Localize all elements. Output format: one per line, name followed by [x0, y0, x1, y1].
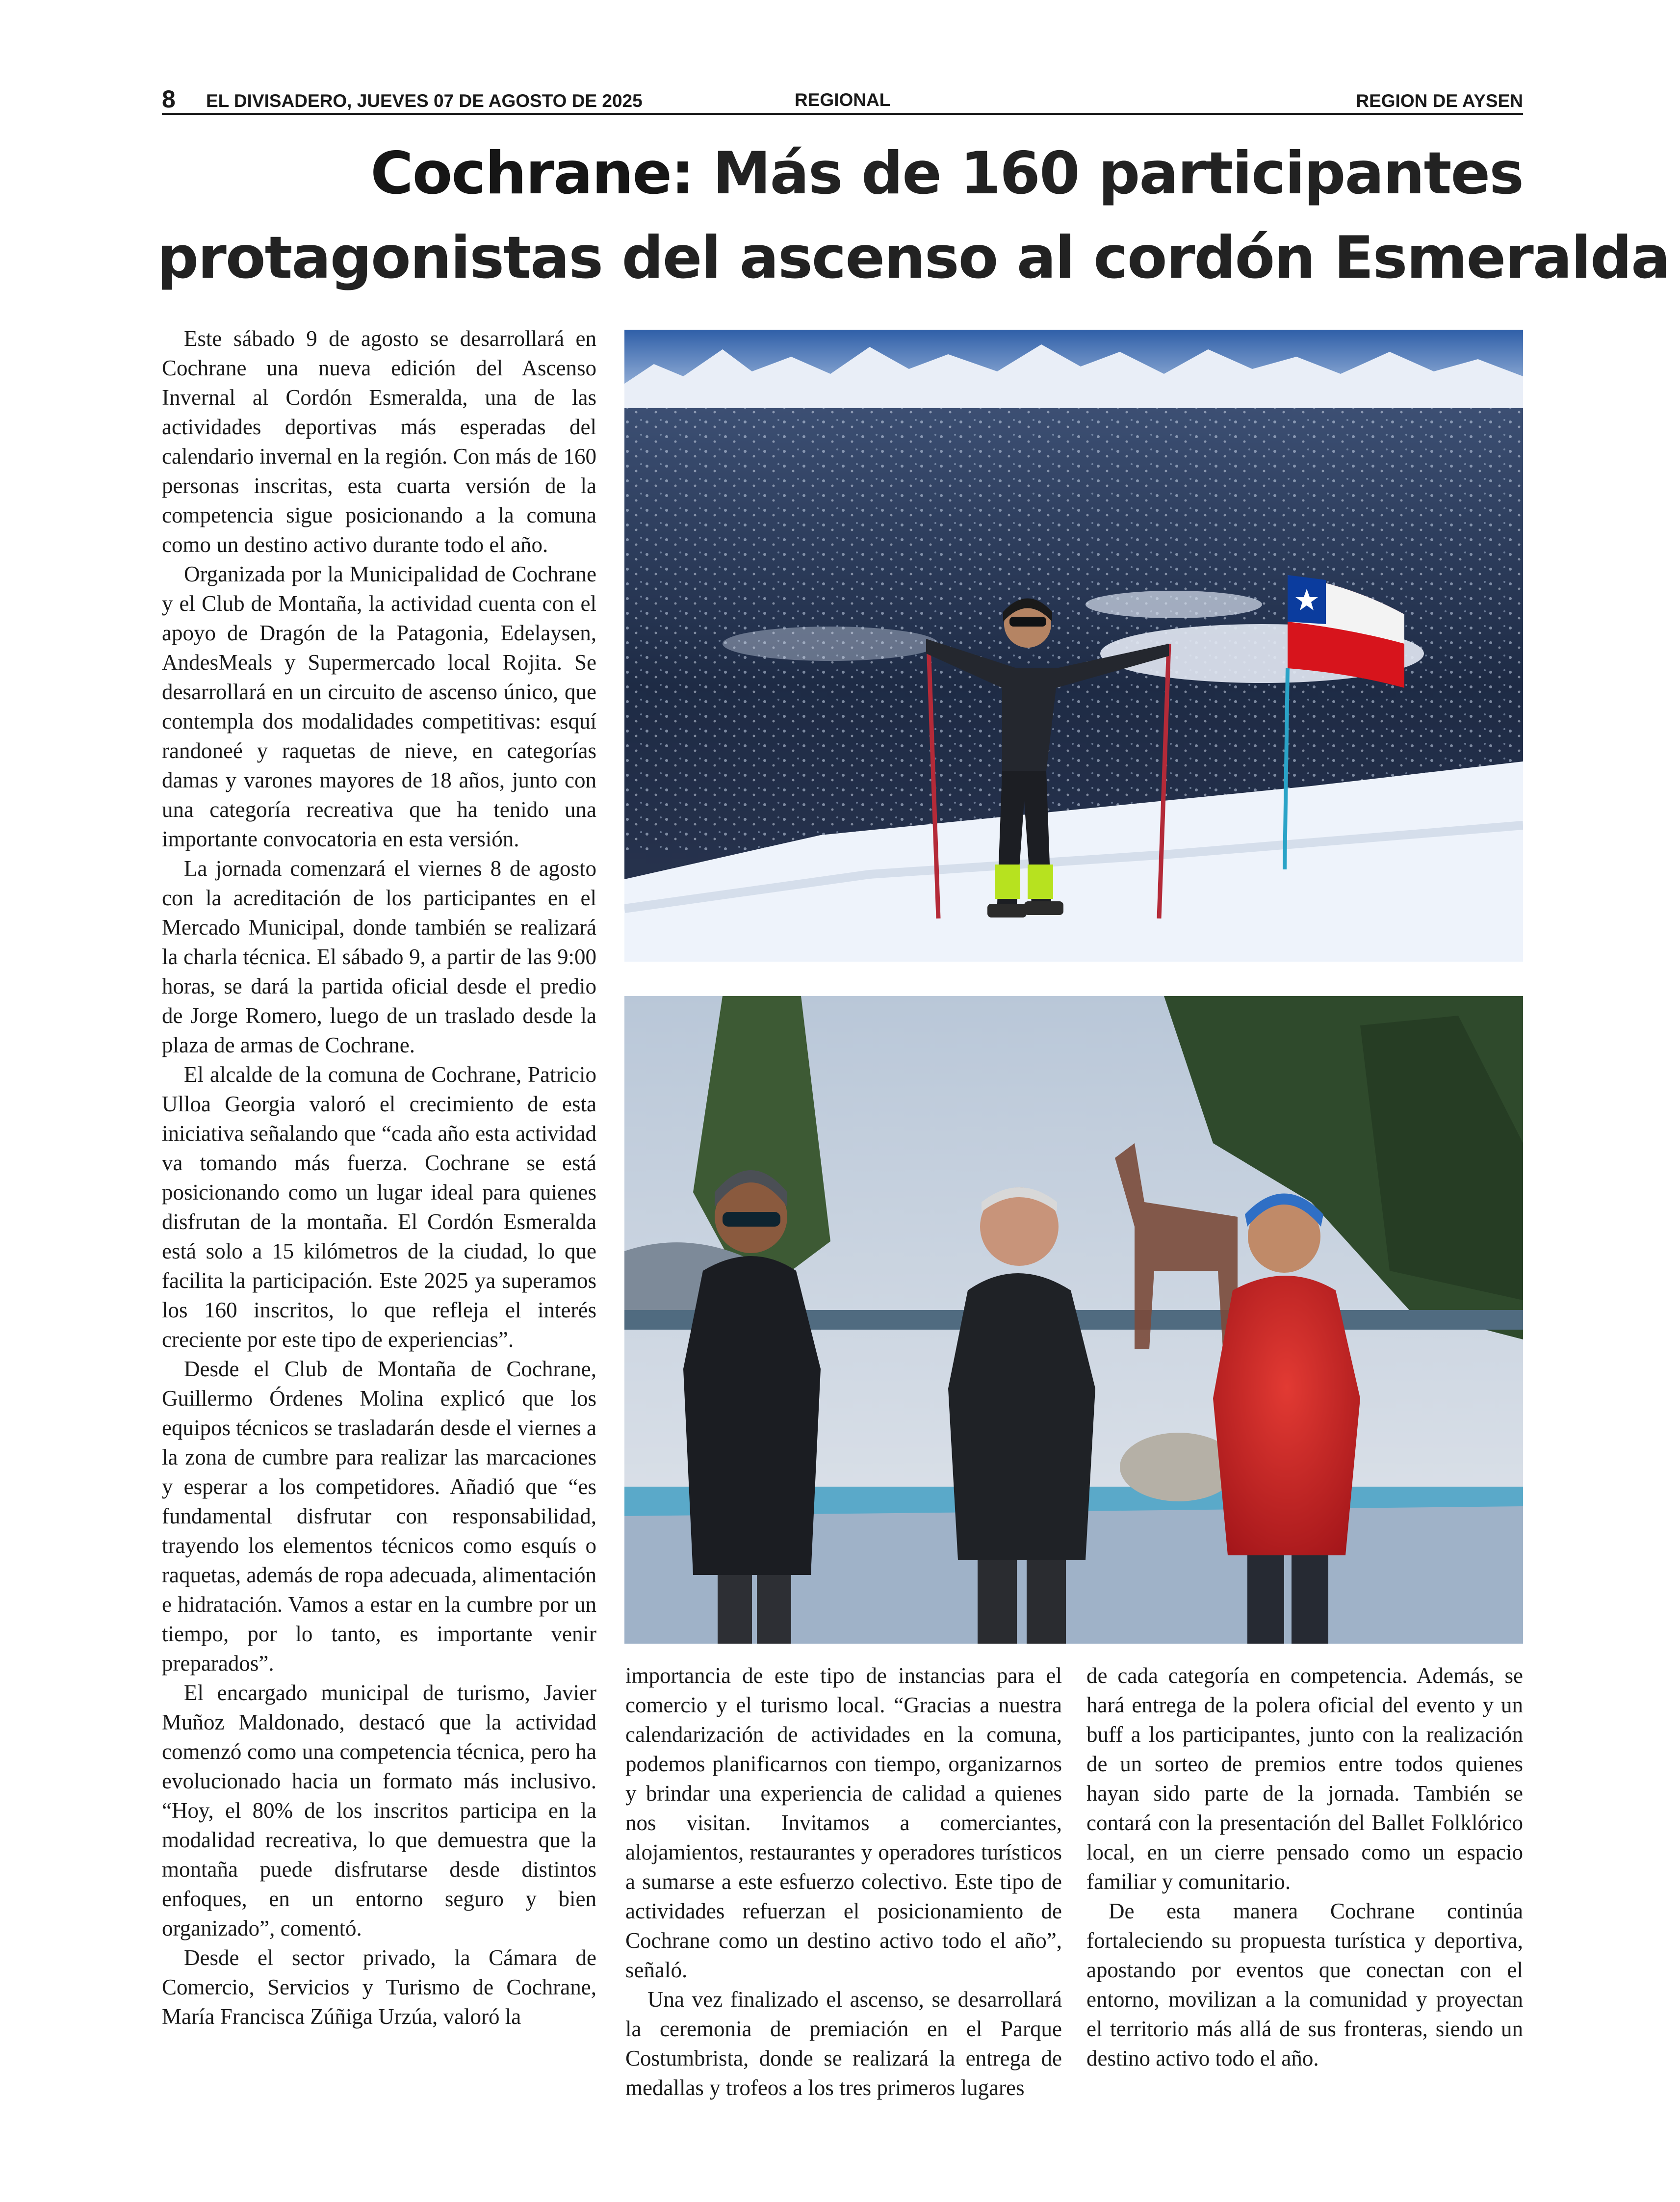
- article-headline: [157, 131, 1670, 300]
- paragraph: El alcalde de la comuna de Cochrane, Patricio Ulloa Georgia valoró el crecimiento de esta iniciativa señalando que “cada año esta actividad va tomando más fuerza. Cochrane se está posicionando como un lugar ideal para quienes disfrutan de la montaña. El Cordón Esmeralda está solo a 15 kilómetros de la ciudad, lo que facilita la participación. Este 2025 ya superamos los 160 inscritos, lo que refleja el interés creciente por este tipo de experiencias”.: [162, 1062, 596, 1352]
- photo-organizers: [624, 996, 1523, 1644]
- paragraph: Organizada por la Municipalidad de Cochrane y el Club de Montaña, la actividad cuenta con el apoyo de Dragón de la Patagonia, Edelaysen, AndesMeals y Supermercado local Rojita. Se desarrollará en un circuito de ascenso único, que contempla dos modalidades competitivas: esquí randoneé y raquetas de nieve, en categorías damas y varones mayores de 18 años, junto con una categoría recreativa que ha tenido una importante convocatoria en esta versión.: [162, 562, 596, 851]
- paragraph: de cada categoría en competencia. Además, se hará entrega de la polera oficial del evento y un buff a los participantes, junto con la realización de un sorteo de premios entre todos quienes hayan sido parte de la jornada. También se contará con la presentación del Ballet Folklórico local, en un cierre pensado como un espacio familiar y comunitario.: [1086, 1663, 1523, 1894]
- publication-date: EL DIVISADERO, JUEVES 07 DE AGOSTO DE 2025: [206, 91, 643, 111]
- paragraph: Desde el Club de Montaña de Cochrane, Guillermo Órdenes Molina explicó que los equipos técnicos se trasladarán desde el viernes a la zona de cumbre para realizar las marcaciones y esperar a los competidores. Añadió que “es fundamental disfrutar con responsabilidad, trayendo los elementos técnicos como esquís o raquetas, además de ropa adecuada, alimentación e hidratación. Vamos a estar en la cumbre por un tiempo, por lo tanto, es importante venir preparados”.: [162, 1357, 596, 1676]
- organizers-illustration: [624, 996, 1523, 1644]
- paragraph: De esta manera Cochrane continúa fortaleciendo su propuesta turística y deportiva, apostando por eventos que conectan con el entorno, movilizan a la comunidad y proyectan el territorio más allá de sus fronteras, siendo un destino activo todo el año.: [1086, 1899, 1523, 2071]
- paragraph: Desde el sector privado, la Cámara de Comercio, Servicios y Turismo de Cochrane, María Francisca Zúñiga Urzúa, valoró la: [162, 1945, 596, 2029]
- running-head: [162, 84, 1523, 115]
- paragraph: El encargado municipal de turismo, Javier Muñoz Maldonado, destacó que la actividad comenzó como una competencia técnica, pero ha evolucionado hacia un formato más inclusivo. “Hoy, el 80% de los inscritos participa en la modalidad recreativa, lo que demuestra que la montaña puede disfrutarse desde distintos enfoques, en un entorno seguro y bien organizado”, comentó.: [162, 1680, 596, 1940]
- page-number: 8: [162, 85, 176, 113]
- article-column-3: [1086, 1661, 1523, 2073]
- section-label: REGIONAL: [795, 90, 891, 110]
- paragraph: importancia de este tipo de instancias para el comercio y el turismo local. “Gracias a nuestra calendarización de actividades en la comuna, podemos planificarnos con tiempo, organizarnos y brindar una experiencia de calidad a quienes nos visitan. Invitamos a comerciantes, alojamientos, restaurantes y operadores turísticos a sumarse a este esfuerzo colectivo. Este tipo de actividades refuerzan el posicionamiento de Cochrane como un destino activo todo el año”, señaló.: [625, 1663, 1062, 1982]
- headline-line-1: [157, 131, 1523, 216]
- headline-kicker: Cochrane:: [370, 140, 694, 208]
- article-column-2: [625, 1661, 1062, 2102]
- headline-text-1: Más de 160 participantes: [713, 140, 1523, 208]
- region-label: REGION DE AYSEN: [1356, 91, 1523, 111]
- paragraph: Este sábado 9 de agosto se desarrollará en Cochrane una nueva edición del Ascenso Invernal al Cordón Esmeralda, una de las actividades deportivas más esperadas del calendario invernal en la región. Con más de 160 personas inscritas, esta cuarta versión de la competencia sigue posicionando a la comuna como un destino activo durante todo el año.: [162, 326, 596, 557]
- paragraph: Una vez finalizado el ascenso, se desarrollará la ceremonia de premiación en el Parque Costumbrista, donde se realizará la entrega de medallas y trofeos a los tres primeros lugares: [625, 1987, 1062, 2100]
- headline-line-2: protagonistas del ascenso al cordón Esmeralda: [157, 224, 1670, 292]
- article-column-1: [162, 324, 596, 2031]
- summit-illustration: [624, 330, 1523, 962]
- photo-mountain-summit: [624, 330, 1523, 962]
- paragraph: La jornada comenzará el viernes 8 de agosto con la acreditación de los participantes en el Mercado Municipal, donde también se realizará la charla técnica. El sábado 9, a partir de las 9:00 horas, se dará la partida oficial desde el predio de Jorge Romero, luego de un traslado desde la plaza de armas de Cochrane.: [162, 856, 596, 1057]
